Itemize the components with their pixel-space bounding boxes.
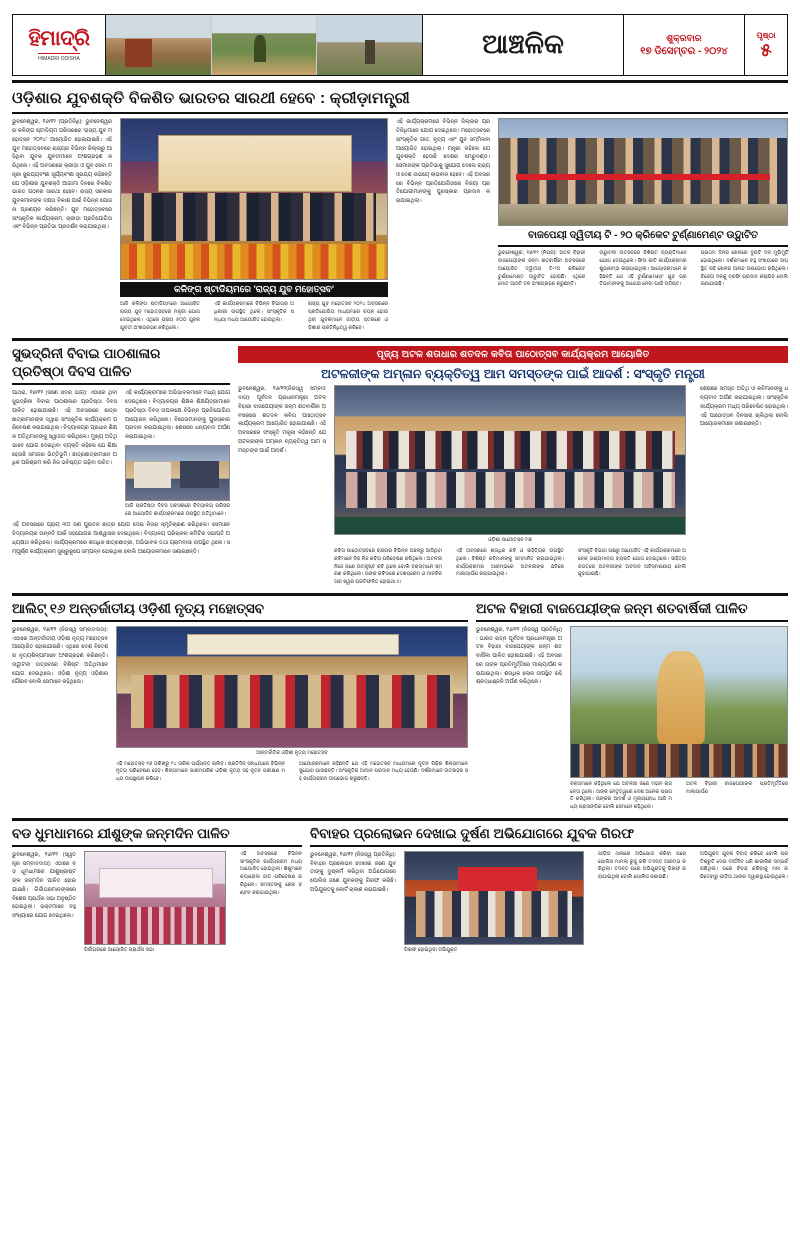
bottom-left-caption: ଗିର୍ଜାଘରରେ ଆୟୋଜିତ ପ୍ରାର୍ଥନା ସଭା [84,946,155,953]
lead-cap-col1: ଆଜି କଳିଙ୍ଗ ଷ୍ଟାଡିୟମରେ ଆୟୋଜିତ ରାଜ୍ୟ ଯୁବ ମହୋତ୍ସବରେ ମନ୍ତ୍ରୀ ଯୋଗ ଦେଇଥିଲେ। ଏଥିରେ ପ୍ରାୟ ୫୦୦ ଯୁବକ ଯୁବତୀ ଅଂଶଗ୍ରହଣ କରିଥିଲେ। [120,301,200,331]
meet-person-left [134,462,171,488]
bottom-right-col1: ଭୁବନେଶ୍ୱର, ୧୬/୧୨ (ନିଜସ୍ୱ ପ୍ରତିନିଧି): ବିବାହର ପ୍ରଲୋଭନ ଦେଖାଇ ଜଣେ ଯୁବତୀଙ୍କୁ ଦୁଷ୍କର୍ମ କରିଥିବା ଅଭିଯୋଗରେ ପୋଲିସ ଜଣେ ଯୁବକଙ୍କୁ ଗିରଫ କରିଛି। ଅଭିଯୁକ୍ତକୁ କୋର୍ଟ ଚାଲାଣ କରାଯାଇଛି। [310,851,396,893]
logo-subtitle: HIMADRI ODISHA [38,53,80,62]
mid-left-bottom: ଏହି ଅବସରରେ ପ୍ରାୟ ୩୦ ଜଣ ପୁରାତନ ଛାତ୍ର ଯୋଗ ଦେଇ ନିଜର ସ୍ମୃତିଚାରଣ କରିଥିଲେ। ସେମାନେ ବିଦ୍ୟାଳୟର ଉନ୍ନତି ପାଇଁ ସହଯୋଗର ଆଶ୍ୱାସନା ଦେଇଥିଲେ। ବିଦ୍ୟାଳୟ ପରିଚାଳନା କମିଟିର ସଭାପତି ଅଧ୍ୟକ୍ଷତା କରିଥିଲେ। କାର୍ଯ୍ୟକ୍ରମରେ ଶତାଧିକ ଛାତ୍ରଛାତ୍ରୀ, ଅଭିଭାବକ ତଥା ଗ୍ରାମବାସୀ ଉପସ୍ଥିତ ଥିଲେ। ସମ୍ପୂର୍ଣ୍ଣ କାର୍ଯ୍ୟକ୍ରମ ସୁଚାରୁରୂପେ ସମ୍ପନ୍ନ ହୋଇଥିଲା ବୋଲି ଆୟୋଜକମାନେ ଜଣାଇଛନ୍ତି। [12,522,230,555]
group-row-back [346,472,675,508]
bottom-band [12,826,788,955]
stage-banner [158,135,352,191]
masthead-photo-strip [106,15,423,75]
statue-col1: ଭୁବନେଶ୍ୱର, ୧୬/୧୨ (ନିଜସ୍ୱ ପ୍ରତିନିଧି) : ଭାରତ ରତ୍ନ ପୂର୍ବତନ ପ୍ରଧାନମନ୍ତ୍ରୀ ଅଟଳ ବିହାରୀ ବାଜପେୟୀଙ୍କ ଜନ୍ମ ଶତବାର୍ଷିକୀ ପାଳିତ ହୋଇଯାଇଛି। ଏହି ଅବସରରେ ତାଙ୍କ ପ୍ରତିମୂର୍ତ୍ତିରେ ମାଲ୍ୟାର୍ପଣ କରାଯାଇଥିଲା। ଶତାଧିକ ଲୋକ ଉପସ୍ଥିତ ରହି ଶ୍ରଦ୍ଧାଞ୍ଜଳି ଅର୍ପଣ କରିଥିଲେ। [476,626,562,686]
masthead-day: ଶୁକ୍ରବାର [666,33,702,43]
stage-flowers [121,244,387,279]
ribbon-crowd [499,138,787,204]
section-title-text: ଆଞ୍ଚଳିକ [482,29,564,59]
mid-right-redbar: ପୂଜ୍ୟ ଅଟଳ ଶତାଧାର ଶତଦଳ କବିତା ପାଠୋତ୍ସବ କାର୍ଯ୍ୟକ୍ରମ ଆୟୋଜିତ [238,346,788,363]
page-number-box [744,15,787,75]
third-band [12,601,788,812]
mid-right-col1: ଭୁବନେଶ୍ୱର, ୧୬/୧୨(ନିଜସ୍ୱ ସମ୍ବାଦଦାତା): ପୂର୍ବତନ ପ୍ରଧାନମନ୍ତ୍ରୀ ଅଟଳ ବିହାରୀ ବାଜପେୟୀଙ୍କ ଜନ୍ମ ଶତବାର୍ଷିକୀ ଅବସରରେ ଶତଦଳ କବିତା ପାଠୋତ୍ସବ କାର୍ଯ୍ୟକ୍ରମ ଆୟୋଜିତ ହୋଇଯାଇଛି। ଏହି ଅବସରରେ ସଂସ୍କୃତି ମନ୍ତ୍ରୀ କହିଛନ୍ତି ଯେ ଅଟଳଜୀଙ୍କ ଅମ୍ଳାନ ବ୍ୟକ୍ତିତ୍ୱ ଆମ ସମସ୍ତଙ୍କ ପାଇଁ ଆଦର୍ଶ। [238,386,326,454]
lead-rule [12,112,788,114]
red-ribbon [516,174,769,179]
lead-photo-stage [120,118,388,280]
mid-right-col4: ସଂସ୍କୃତି ବିଭାଗ ପକ୍ଷରୁ ଆୟୋଜିତ ଏହି କାର୍ଯ୍ୟକ୍ରମରେ ଅନେକ ଗଣ୍ୟମାନ୍ୟ ବ୍ୟକ୍ତି ଯୋଗ ଦେଇଥିଲେ। ସାହିତ୍ୟ ଜଗତରେ ଅଟଳଜୀଙ୍କ ଅବଦାନ ଅବିସ୍ମରଣୀୟ ବୋଲି କୁହାଯାଇଛି। [578,548,686,578]
dance-photo [116,626,468,748]
logo-title: ହିମାଦ୍ରି [28,27,90,50]
stage-people [132,193,377,241]
bottom-left-story [12,826,302,955]
mid-right-col5: ଶେଷରେ ସମସ୍ତ ଅତିଥି ଓ କବିମାନଙ୍କୁ ଧନ୍ୟବାଦ ଅର୍ପଣ କରାଯାଇଥିଲା। ସାଂସ୍କୃତିକ କାର୍ଯ୍ୟକ୍ରମ ମଧ୍ୟ ପରିବେଷିତ ହୋଇଥିଲା। ଏହି ପାଠୋତ୍ସବ ଦିନସାରା ଚାଲିଥିଲା ବୋଲି ଆୟୋଜକମାନେ ଜଣାଇଛନ୍ତି। [700,386,788,428]
group-row-front [346,431,675,469]
masthead-date [624,15,744,75]
masthead-date-text: ୧୭ ଡିସେମ୍ବର - ୨୦୨୪ [640,46,728,57]
arrest-persons [416,891,573,937]
mid-right-photo [334,385,686,535]
hall-chairs [85,907,225,944]
mid-right-story [238,346,788,587]
mid-left-headline-2: ପ୍ରତିଷ୍ଠା ଦିବସ ପାଳିତ [12,364,132,380]
bottom-left-photo [84,851,226,945]
mid-right-photo-caption: ଓଡ଼ିଶା ପାଠୋତ୍ସବ ମଞ୍ଚ [488,537,532,544]
section-divider-2 [12,593,788,596]
lead-cap-col2: ଏହି କାର୍ଯ୍ୟକ୍ରମରେ ବିଭିନ୍ନ ବିଭାଗର ଅଧିକାରୀ ଉପସ୍ଥିତ ଥିଲେ। ସାଂସ୍କୃତିକ ସନ୍ଧ୍ୟା ମଧ୍ୟ ଆୟୋଜିତ ହୋଇଥିଲା। [214,301,294,323]
bottom-left-rule [12,845,302,847]
lead-col2-text: ଏହି କାର୍ଯ୍ୟକ୍ରମରେ ବିଭିନ୍ନ ଜିଲ୍ଲାର ପ୍ରତିନିଧିମାନେ ଯୋଗ ଦେଇଥିଲେ। ମହୋତ୍ସବରେ ସାଂସ୍କୃତିକ ଗୀତ, ନୃତ୍ୟ ଏବଂ ଯୁବ ସମ୍ମିଳନୀ ଆୟୋଜିତ ହୋଇଥିଲା। ମନ୍ତ୍ରୀ କହିଲେ ଯେ ଯୁବଶକ୍ତି ହେଉଛି ଦେଶର ମେରୁଦଣ୍ଡ। ସେମାନଙ୍କ ପ୍ରତିଭାକୁ ସୁଯୋଗ ଦେଲେ ରାଜ୍ୟ ଓ ଦେଶ ଉଭୟେ ଲାଭବାନ ହେବେ। ଏହି ଅବସରରେ ବିଭିନ୍ନ ପ୍ରତିଯୋଗିତାରେ ବିଜୟୀ ପ୍ରତିଯୋଗୀମାନଙ୍କୁ ପୁରସ୍କାର ପ୍ରଦାନ କରାଯାଇଥିଲା। [396,119,490,205]
bottom-right-photo [404,851,584,945]
bottom-right-col2: ପୀଡ଼ିତା ଥାନାରେ ଅଭିଯୋଗ କରିବା ପରେ ପୋଲିସ ମାମଲା ରୁଜୁ କରି ତଦନ୍ତ ଆରମ୍ଭ କରିଥିଲା। ତଦନ୍ତ ପରେ ଅଭିଯୁକ୍ତକୁ ଗିରଫ କରାଯାଇଥିଲା ବୋଲି ପୋଲିସ ଜଣାଇଛି। [598,850,686,881]
bottom-left-headline: ବଡ ଧୁମଧାମରେ ଯୀଶୁଙ୍କ ଜନ୍ମଦିନ ପାଳିତ [12,825,230,841]
ribbon-rule [498,245,788,247]
dance-col3: ଆୟୋଜକମାନେ କହିଛନ୍ତି ଯେ ଏହି ମହୋତ୍ସବ ମାଧ୍ୟମରେ ନୂତନ ପିଢ଼ିର ଶିଳ୍ପୀମାନେ ସୁଯୋଗ ପାଉଛନ୍ତି। ସାଂସ୍କୃତିକ ଆଦାନ ପ୍ରଦାନ ମଧ୍ୟ ହେଉଛି। ଦର୍ଶକମାନେ ଉତ୍ସାହର ସହ କାର୍ଯ୍ୟକ୍ରମ ଉପଭୋଗ କରୁଛନ୍ତି। [299,760,468,783]
bottom-left-col1: ଭୁବନେଶ୍ୱର, ୧୬/୧୨ (ସ୍ୱତନ୍ତ୍ର ସମ୍ବାଦଦାତା): ଏଠାରେ ବଡ଼ ଧୂମଧାମରେ ଯୀଶୁଖ୍ରୀଷ୍ଟଙ୍କ ଜନ୍ମଦିନ ପାଳିତ ହୋଇଯାଇଛି। ଗିର୍ଜାଘରମାନଙ୍କରେ ବିଶେଷ ପ୍ରାର୍ଥନା ସଭା ଅନୁଷ୍ଠିତ ହୋଇଥିଲା। ଭକ୍ତମାନେ ବହୁ ସଂଖ୍ୟାରେ ଯୋଗ ଦେଇଥିଲେ। [12,851,76,920]
masthead [12,14,788,76]
dance-rule [12,620,468,622]
mid-left-story [12,346,230,587]
statue-col2: ବକ୍ତାମାନେ କହିଥିଲେ ଯେ ଅଟଳଜୀ ଜଣେ ମହାନ ରାଜନେତା ଥିଲେ। ତାଙ୍କ ନେତୃତ୍ୱରେ ଦେଶ ଅନେକ ପ୍ରଗତି କରିଥିଲା। ତାଙ୍କର ଆଦର୍ଶ ଓ ମୂଲ୍ୟବୋଧ ଆଜି ମଧ୍ୟ ପ୍ରାସଙ୍ଗିକ ବୋଲି ସେମାନେ କହିଥିଲେ। [570,780,672,811]
masthead-photo-1 [106,15,212,75]
ribbon-col3: ପ୍ରଥମ ଦିନର ଖେଳରେ ଦୁଇଟି ଦଳ ମୁହାଁମୁହିଁ ହୋଇଥିଲେ। ଦର୍ଶକମାନେ ବହୁ ସଂଖ୍ୟାରେ ଉପସ୍ଥିତ ରହି ଖେଳର ଆନନ୍ଦ ଉପଭୋଗ କରିଥିଲେ। ବିଜେତା ଦଳକୁ ଟ୍ରଫି ପ୍ରଦାନ କରାଯିବ ବୋଲି ଜଣାଯାଇଛି। [700,250,788,288]
masthead-photo-2 [212,15,318,75]
bottom-right-headline: ବିବାହର ପ୍ରଲୋଭନ ଦେଖାଇ ଦୁର୍ଷଣ ଅଭିଯୋଗରେ ଯୁବକ ଗିରଫ [310,825,635,841]
dance-performers [131,675,453,728]
statue-photo [570,626,788,778]
ribbon-col1: ଭୁବନେଶ୍ୱର, ୧୬/୧୨ (ନିପ୍ର): ଅଟଳ ବିହାରୀ ବାଜପେୟୀଙ୍କ ଜନ୍ମ ଶତବାର୍ଷିକୀ ଅବସରରେ ଆୟୋଜିତ ଦ୍ୱିତୀୟ ଟି-୨୦ କ୍ରିକେଟ ଟୁର୍ଣ୍ଣାମେଣ୍ଟ ଉଦ୍ଘାଟିତ ହୋଇଛି। ଏଥିରେ ମୋଟ ଆଠଟି ଦଳ ଅଂଶଗ୍ରହଣ କରୁଛନ୍ତି। [498,250,586,288]
section-title [423,15,624,75]
mid-left-rule [12,383,230,385]
lead-col1-text: ଭୁବନେଶ୍ୱର, ୧୬/୧୨ (ପ୍ରତିନିଧି): ଭୁବନେଶ୍ୱରର କଳିଙ୍ଗ ଷ୍ଟାଡିୟମ ପରିସରରେ 'ରାଜ୍ୟ ଯୁବ ମହୋତ୍ସବ ୨୦୨୪' ଆୟୋଜିତ ହୋଇଯାଇଛି। ଏହି ଯୁବ ମହୋତ୍ସବରେ ରାଜ୍ୟର ବିଭିନ୍ନ ଜିଲ୍ଲାରୁ ଆସିଥିବା ଯୁବକ ଯୁବତୀମାନେ ଅଂଶଗ୍ରହଣ କରିଥିଲେ। ଏହି ଅବସରରେ କ୍ରୀଡ଼ା ଓ ଯୁବ ସେବା ମନ୍ତ୍ରୀ ସୁରଯ୍ୟବଂଶୀ ସୂର୍ଯ୍ୟବଂଶୀ ସୂରଯ୍ୟ କହିଛନ୍ତି ଯେ ଓଡ଼ିଶାର ଯୁବଶକ୍ତି ଆଗାମୀ ଦିନରେ ବିକଶିତ ଭାରତ ଗଠନର ସାରଥୀ ହେବେ। ରାଜ୍ୟ ସରକାର ଯୁବକମାନଙ୍କ ଦକ୍ଷତା ବିକାଶ ପାଇଁ ବିଭିନ୍ନ ଯୋଜନା ପ୍ରଣୟନ କରିଛନ୍ତି। ଯୁବ ମହୋତ୍ସବରେ ସାଂସ୍କୃତିକ କାର୍ଯ୍ୟକ୍ରମ, କ୍ରୀଡ଼ା ପ୍ରତିଯୋଗିତା ଏବଂ ବିଭିନ୍ନ ପ୍ରତିଭା ପ୍ରଦର୍ଶନ କରାଯାଇଥିଲା। [12,119,112,231]
newspaper-logo [13,15,106,75]
mid-left-col1: ପାଥରା, ୧୬/୧୨ (ଜଣେ ସଦର ଭାଗ): ଏଠାରେ ଥିବା ସୁଭଦ୍ରିନୀ ବିବାଇ ପାଠଶାଳାର ପ୍ରତିଷ୍ଠା ଦିବସ ପାଳିତ ହୋଇଯାଇଛି। ଏହି ଅବସରରେ ଛାତ୍ରଛାତ୍ରୀମାନଙ୍କ ଦ୍ୱାରା ସାଂସ୍କୃତିକ କାର୍ଯ୍ୟକ୍ରମ ପରିବେଷଣ କରାଯାଇଥିଲା। ବିଦ୍ୟାଳୟର ପ୍ରଧାନ ଶିକ୍ଷକ ଅତିଥିମାନଙ୍କୁ ସ୍ୱାଗତ କରିଥିଲେ। ମୁଖ୍ୟ ଅତିଥି ଭାବେ ଯୋଗ ଦେଇଥିବା ବ୍ୟକ୍ତି କହିଲେ ଯେ ଶିକ୍ଷା ହେଉଛି ସମାଜର ଭିତ୍ତିଭୂମି। ଛାତ୍ରଛାତ୍ରୀମାନେ ଅଧିକ ପରିଶ୍ରମ କରି ନିଜ ଭବିଷ୍ୟତ ଗଢ଼ିବା ଉଚିତ। [12,390,117,467]
section-divider-3 [12,818,788,821]
statue-figure [657,651,705,744]
mid-left-col2: ଏହି କାର୍ଯ୍ୟକ୍ରମରେ ଅଭିଭାବକମାନେ ମଧ୍ୟ ଯୋଗ ଦେଇଥିଲେ। ବିଦ୍ୟାଳୟର ଶିକ୍ଷକ ଶିକ୍ଷୟିତ୍ରୀମାନେ ପ୍ରତିଷ୍ଠା ଦିବସ ଉପଲକ୍ଷେ ବିଭିନ୍ନ ପ୍ରତିଯୋଗିତା ଆୟୋଜନ କରିଥିଲେ। ବିଜେତାମାନଙ୍କୁ ପୁରସ୍କାର ପ୍ରଦାନ କରାଯାଇଥିଲା। ଶେଷରେ ଧନ୍ୟବାଦ ଅର୍ପଣ କରାଯାଇଥିଲା। [125,390,230,441]
statue-caption: ଅଟଳ ବିହାରୀ ବାଜପେୟୀଙ୍କ ପ୍ରତିମୂର୍ତ୍ତିରେ ମାଲ୍ୟାର୍ପଣ [686,780,788,795]
lead-photo-caption: କଳିଙ୍ଗ ଷ୍ଟାଡିୟମରେ 'ରାଜ୍ୟ ଯୁବ ମହୋତ୍ସବ' [120,282,388,297]
meet-person-right [180,461,219,488]
page-number: ୫ [760,40,772,60]
dance-photo-caption: ଆନ୍ତର୍ଜାତିକ ଓଡ଼ିଶୀ ନୃତ୍ୟ ମହୋତ୍ସବ [256,749,328,756]
page-label: ପୃଷ୍ଠା [756,31,776,40]
statue-crowd [571,744,787,777]
statue-headline: ଅଟଳ ବିହାରୀ ବାଜପେୟୀଙ୍କ ଜନ୍ମ ଶତବାର୍ଷିକୀ ପାଳିତ [476,600,748,616]
bottom-right-col3: ଅଭିଯୁକ୍ତ ଯୁବକ ବିବାହ କରିବେ ବୋଲି ପ୍ରତିଶ୍ରୁତି ଦେଇ ଦୀର୍ଘଦିନ ଧରି ଶାରୀରିକ ସମ୍ପର୍କ ରଖିଥିଲା। ପରେ ବିବାହ କରିବାକୁ ମନା କରିଦେବାରୁ ପୀଡ଼ିତା ଥାନାର ଦ୍ୱାରସ୍ଥ ହୋଇଥିଲେ। [700,850,788,881]
bottom-right-rule [310,845,788,847]
mid-right-col3: ଏହି ଅବସରରେ ଶତାଧିକ କବି ଓ ସାହିତ୍ୟିକ ଉପସ୍ଥିତ ଥିଲେ। ବିଶିଷ୍ଟ କବିମାନଙ୍କୁ ସମ୍ମାନିତ କରାଯାଇଥିଲା। କାର୍ଯ୍ୟକ୍ରମର ଆରମ୍ଭରେ ଅଟଳଜୀଙ୍କ ଛବିରେ ମାଲ୍ୟାର୍ପଣ କରାଯାଇଥିଲା। [456,548,564,578]
ribbon-col2: ଉଦ୍ଘାଟନୀ ଉତ୍ସବରେ ବିଶିଷ୍ଟ ବ୍ୟକ୍ତିମାନେ ଯୋଗ ଦେଇଥିଲେ। ଫିତା କାଟି କାର୍ଯ୍ୟକ୍ରମର ଶୁଭାରମ୍ଭ କରାଯାଇଥିଲା। ଆୟୋଜକମାନେ କହିଛନ୍ତି ଯେ ଏହି ଟୁର୍ଣ୍ଣାମେଣ୍ଟ ଯୁବ ପ୍ରତିଭାମାନଙ୍କୁ ଆଗେଇ ନେବା ପାଇଁ ଉଦ୍ଦିଷ୍ଟ। [599,250,687,288]
statue-story [476,601,788,812]
masthead-photo-3 [317,15,422,75]
mid-right-headline: ଅଟଳଜୀଙ୍କ ଅମ୍ଳାନ ବ୍ୟକ୍ତିତ୍ୱ ଆମ ସମସ୍ତଙ୍କ ପାଇଁ ଆଦର୍ଶ : ସଂସ୍କୃତି ମନ୍ତ୍ରୀ [321,367,705,382]
dance-col2: ଏହି ମହୋତ୍ସବ ୧୬ ତାରିଖରୁ ୨୪ ତାରିଖ ପର୍ଯ୍ୟନ୍ତ ଚାଲିବ। ପ୍ରତିଦିନ ସନ୍ଧ୍ୟାରେ ବିଭିନ୍ନ ନୃତ୍ୟ ପରିବେଷଣ ହେବ। ଶିଳ୍ପୀମାନେ ପାରମ୍ପରିକ ଓଡ଼ିଶୀ ନୃତ୍ୟ ସହ ନୂତନ ପରୀକ୍ଷଣ ମଧ୍ୟ ଉପସ୍ଥାପନ କରିବେ। [116,760,285,783]
middle-band [12,346,788,587]
masthead-rule [12,80,788,83]
lead-headline: ଓଡ଼ିଶାର ଯୁବଶକ୍ତି ବିକଶିତ ଭାରତର ସାରଥୀ ହେବେ : କ୍ରୀଡ଼ାମନ୍ତ୍ରୀ [12,90,411,107]
statue-rule [476,620,788,622]
mid-left-caption: ଆଜି ପ୍ରତିଷ୍ଠା ଦିବସ ଅବସରରେ ବିଦ୍ୟାଳୟ ପରିସରରେ ଆୟୋଜିତ କାର୍ଯ୍ୟକ୍ରମରେ ଉପସ୍ଥିତ ଅତିଥିମାନେ। [125,502,230,517]
ribbon-headline: ବାଜପେୟୀ ଦ୍ୱିତୀୟ ଟି - ୨୦ କ୍ରିକେଟ ଟୁର୍ଣ୍ଣାମେଣ୍ଟ ଉଦ୍ଘାଟିତ [527,230,759,242]
mid-left-photo [125,445,230,501]
bottom-right-story [310,826,788,955]
bottom-left-col2: ଏହି ଅବସରରେ ବିଭିନ୍ନ ସାଂସ୍କୃତିକ କାର୍ଯ୍ୟକ୍ରମ ମଧ୍ୟ ଆୟୋଜିତ ହୋଇଥିଲା। ଶିଶୁମାନେ କ୍ୟାରୋଲ ଗୀତ ପରିବେଷଣ କରିଥିଲେ। ସମସ୍ତଙ୍କୁ କେକ ବଣ୍ଟନ କରାଯାଇଥିଲା। [240,850,302,896]
mid-left-headline-1: ସୁଭଦ୍ରିନୀ ବିବାଇ ପାଠଶାଳାର [12,346,161,362]
bottom-right-caption: ଗିରଫ ହୋଇଥିବା ଅଭିଯୁକ୍ତ [404,946,458,953]
dance-banner [187,634,399,655]
lead-story [12,89,788,332]
section-divider-1 [12,338,788,341]
group-stage-front [335,517,685,535]
lead-cap-col3: ରାଜ୍ୟ ଯୁବ ମହୋତ୍ସବ ୨୦୨୪ ଅବସରରେ ପ୍ରତିଯୋଗିତା ମାଧ୍ୟମରେ ଚୟନ ହୋଇଥିବା ଯୁବକମାନେ ଜାତୀୟ ସ୍ତରରେ ଓଡ଼ିଶାର ପ୍ରତିନିଧିତ୍ୱ କରିବେ। [308,301,388,331]
dance-headline: ଆଲିଟ୍ ୧୬ ଅନ୍ତର୍ଜାତୀୟ ଓଡ଼ିଶୀ ନୃତ୍ୟ ମହୋତ୍ସବ [12,600,264,616]
hall-stage [99,868,213,898]
ribbon-photo [498,118,788,226]
dance-col1: ଭୁବନେଶ୍ୱର, ୧୬/୧୨ (ନିଜସ୍ୱ ସମ୍ବାଦଦାତା): ଏଠାରେ ଅନ୍ତର୍ଜାତୀୟ ଓଡ଼ିଶୀ ନୃତ୍ୟ ମହୋତ୍ସବ ଆୟୋଜିତ ହୋଇଯାଇଛି। ଏଥିରେ ଦେଶ ବିଦେଶର ନୃତ୍ୟଶିଳ୍ପୀମାନେ ଅଂଶଗ୍ରହଣ କରିଛନ୍ତି। ଉଦ୍ଘାଟନୀ ଉତ୍ସବରେ ବିଶିଷ୍ଟ ଅତିଥିମାନେ ଯୋଗ ଦେଇଥିଲେ। ଓଡ଼ିଶୀ ନୃତ୍ୟ ଓଡ଼ିଶାର ଗୌରବ ବୋଲି ସେମାନେ କହିଥିଲେ। [12,626,108,686]
mid-right-col2: କବିତା ପାଠୋତ୍ସବରେ ରାଜ୍ୟର ବିଭିନ୍ନ ଅଞ୍ଚଳରୁ ଆସିଥିବା କବିମାନେ ନିଜ ନିଜ କବିତା ପରିବେଷଣ କରିଥିଲେ। ଅଟଳଜୀ ନିଜେ ଜଣେ ଉତ୍କୃଷ୍ଟ କବି ଥିଲେ ବୋଲି ବକ୍ତାମାନେ ସ୍ମରଣ କରିଥିଲେ। ତାଙ୍କ କବିତାରେ ଦେଶପ୍ରେମ ଓ ମାନବିକତାର ସ୍ୱର ପ୍ରତିଫଳିତ ହୋଇଥାଏ। [334,548,442,586]
dance-story [12,601,468,812]
